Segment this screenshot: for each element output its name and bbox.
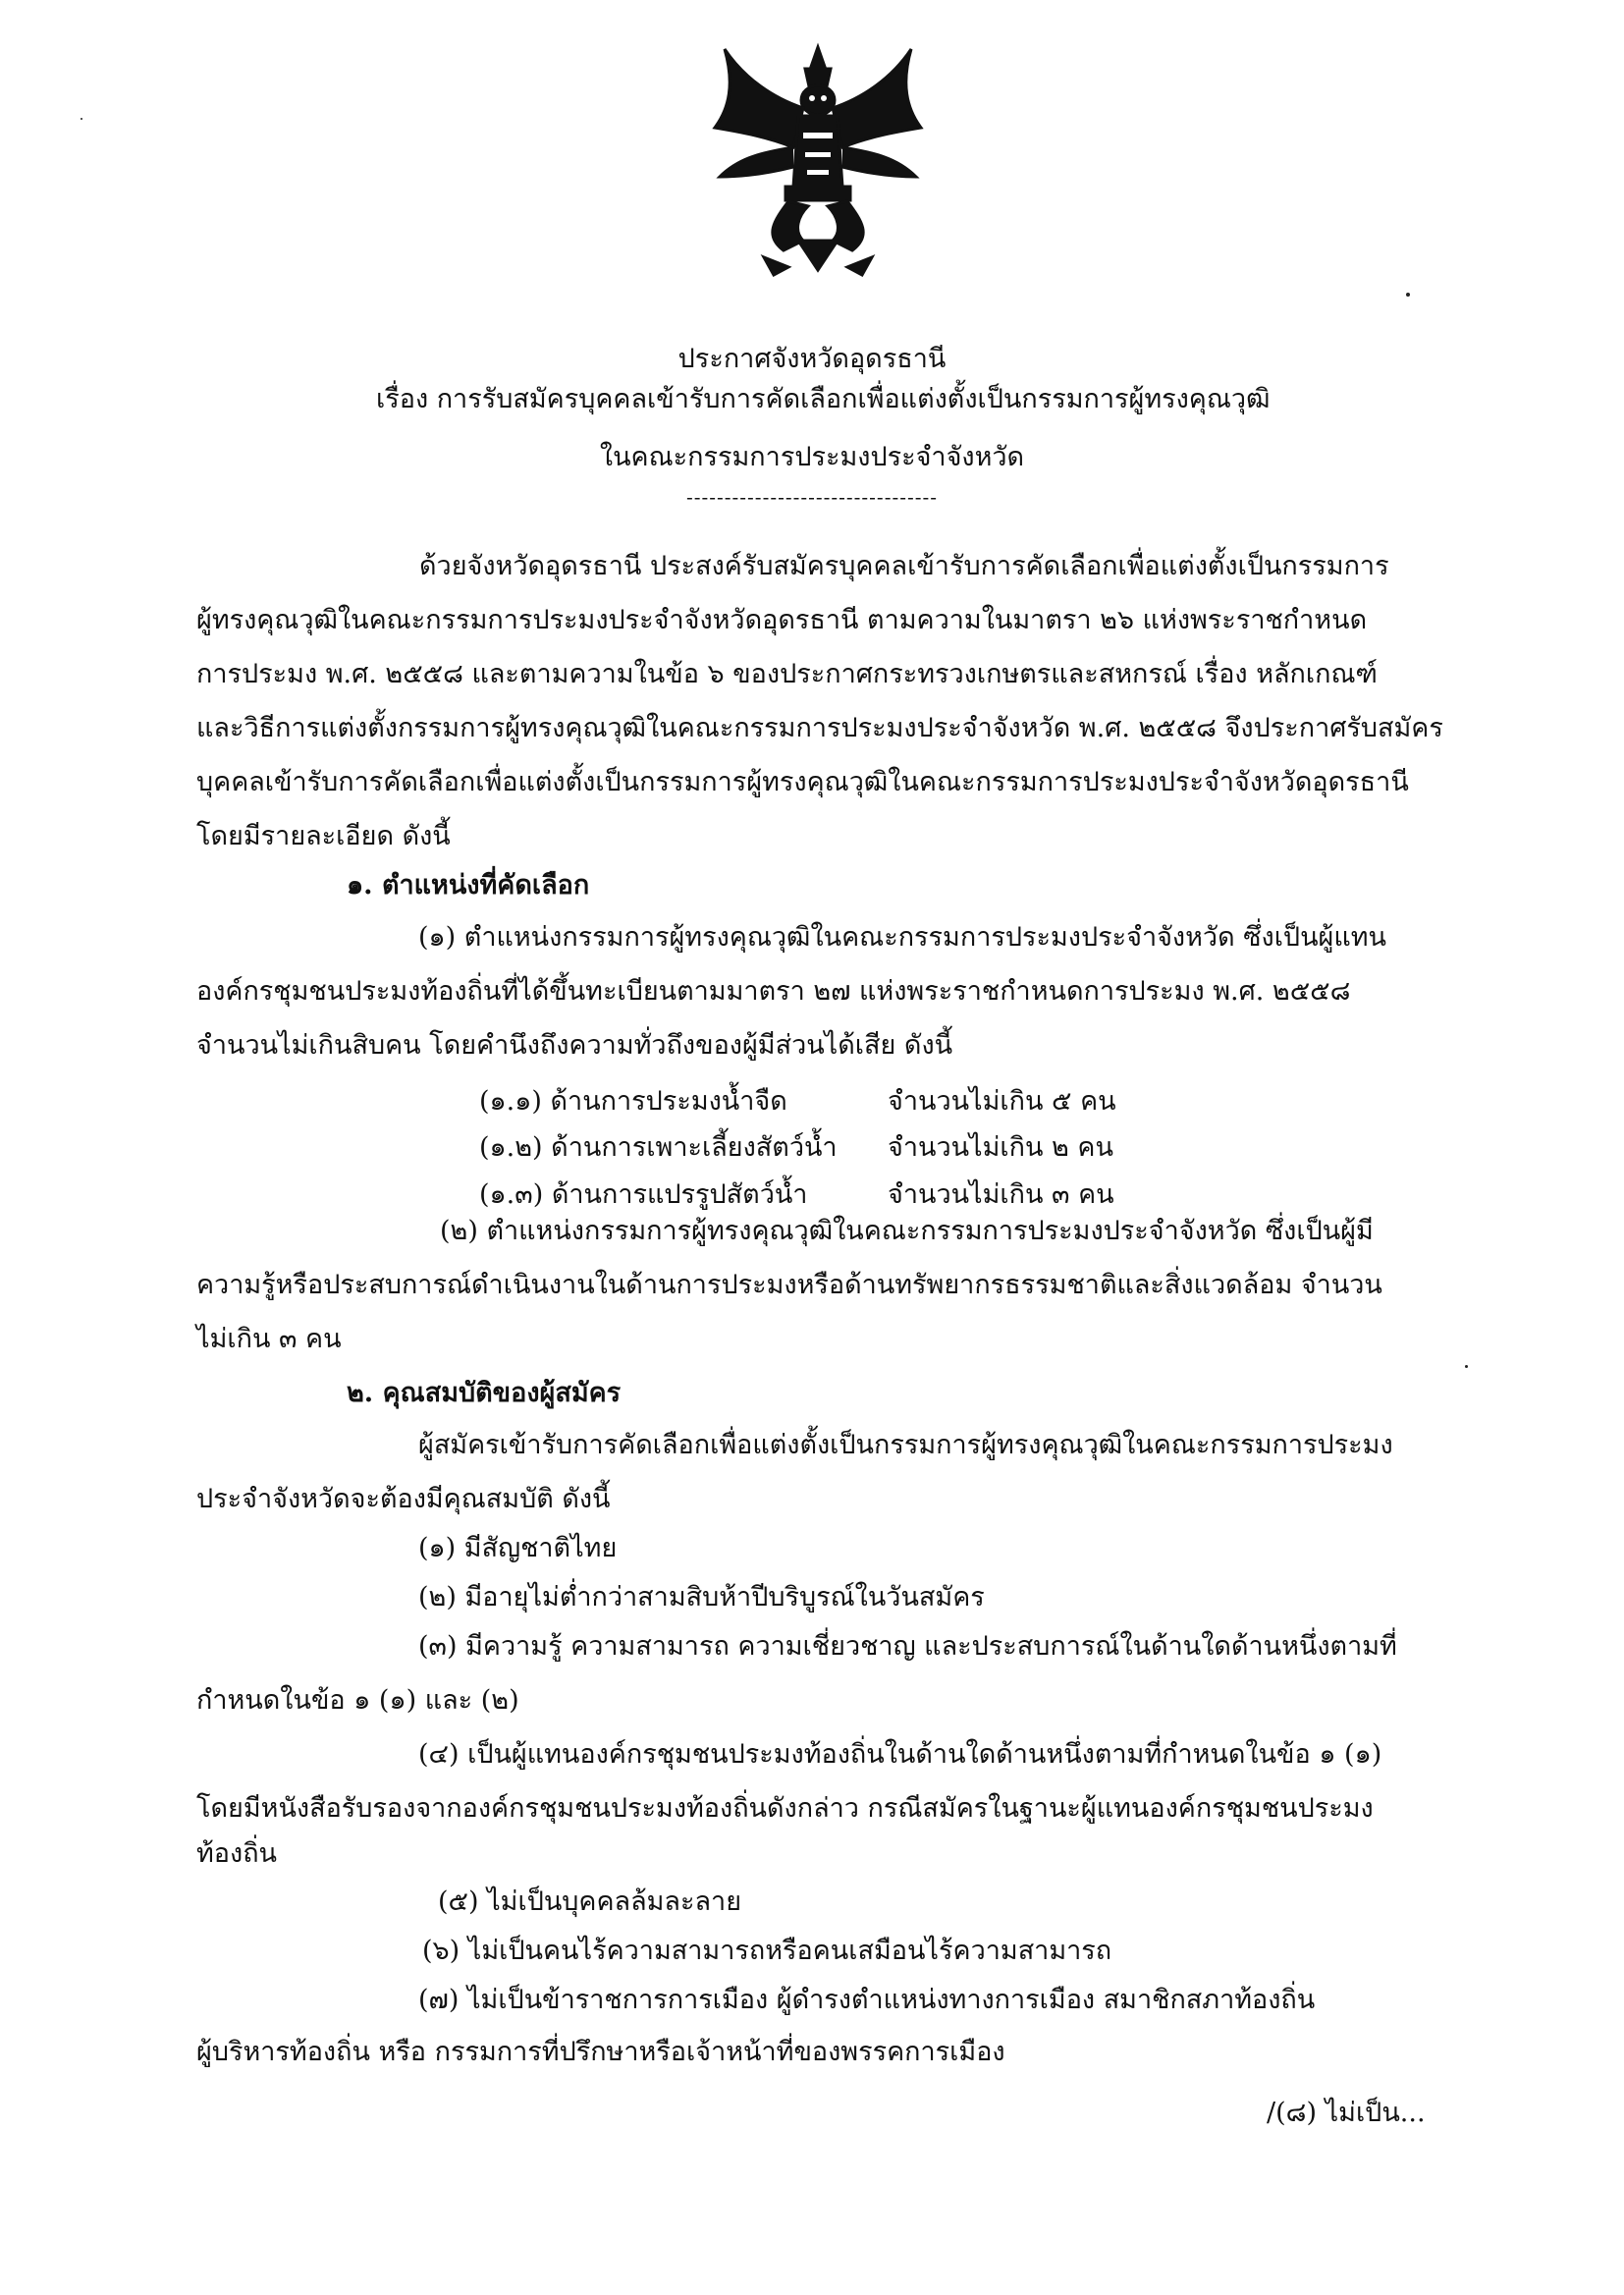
qualification-7-line-2: ผู้บริหารท้องถิ่น หรือ กรรมการที่ปรึกษาหรือเจ้าหน้าที่ของพรรคการเมือง <box>196 2037 1005 2067</box>
category-freshwater-count: จำนวนไม่เกิน ๕ คน <box>888 1086 1116 1117</box>
section-1-item-1-line-3: จำนวนไม่เกินสิบคน โดยคำนึงถึงความทั่วถึงของผู้มีส่วนได้เสีย ดังนี้ <box>196 1030 953 1061</box>
qualification-3-line-1: (๓) มีความรู้ ความสามารถ ความเชี่ยวชาญ และประสบการณ์ในด้านใดด้านหนึ่งตามที่ <box>418 1631 1397 1662</box>
section-1-item-2-line-2: ความรู้หรือประสบการณ์ดำเนินงานในด้านการประมงหรือด้านทรัพยากรธรรมชาติและสิ่งแวดล้อม จำนวน <box>196 1270 1382 1300</box>
category-aquaculture-count: จำนวนไม่เกิน ๒ คน <box>888 1132 1113 1163</box>
garuda-emblem-icon <box>695 39 941 285</box>
category-aquaculture-label: (๑.๒) ด้านการเพาะเลี้ยงสัตว์น้ำ <box>479 1132 838 1163</box>
qualification-2: (๒) มีอายุไม่ต่ำกว่าสามสิบห้าปีบริบูรณ์ในวันสมัคร <box>418 1582 985 1612</box>
section-1-item-2-line-1: (๒) ตำแหน่งกรรมการผู้ทรงคุณวุฒิในคณะกรรมการประมงประจำจังหวัด ซึ่งเป็นผู้มี <box>440 1216 1374 1246</box>
intro-line-3: การประมง พ.ศ. ๒๕๕๘ และตามความในข้อ ๖ ของประกาศกระทรวงเกษตรและสหกรณ์ เรื่อง หลักเกณฑ์ <box>196 659 1378 689</box>
qualification-4-line-3: ท้องถิ่น <box>196 1838 278 1869</box>
category-freshwater-label: (๑.๑) ด้านการประมงน้ำจืด <box>479 1086 787 1117</box>
qualification-4-line-2: โดยมีหนังสือรับรองจากองค์กรชุมชนประมงท้องถิ่นดังกล่าว กรณีสมัครในฐานะผู้แทนองค์กรชุมชนประมง <box>196 1793 1374 1824</box>
qualification-6: (๖) ไม่เป็นคนไร้ความสามารถหรือคนเสมือนไร้ความสามารถ <box>422 1936 1112 1966</box>
intro-line-6: โดยมีรายละเอียด ดังนี้ <box>196 821 451 851</box>
category-processing-label: (๑.๓) ด้านการแปรรูปสัตว์น้ำ <box>479 1179 808 1210</box>
intro-line-1: ด้วยจังหวัดอุดรธานี ประสงค์รับสมัครบุคคลเข้ารับการคัดเลือกเพื่อแต่งตั้งเป็นกรรมการ <box>419 551 1389 581</box>
subject-line-1: เรื่อง การรับสมัครบุคคลเข้ารับการคัดเลือกเพื่อแต่งตั้งเป็นกรรมการผู้ทรงคุณวุฒิ <box>376 384 1271 414</box>
scan-speck <box>1406 293 1410 297</box>
category-processing-count: จำนวนไม่เกิน ๓ คน <box>888 1179 1114 1210</box>
section-1-item-1-line-1: (๑) ตำแหน่งกรรมการผู้ทรงคุณวุฒิในคณะกรรมการประมงประจำจังหวัด ซึ่งเป็นผู้แทน <box>418 922 1387 953</box>
announcement-title: ประกาศจังหวัดอุดรธานี <box>677 344 947 374</box>
qualification-3-line-2: กำหนดในข้อ ๑ (๑) และ (๒) <box>196 1685 519 1716</box>
continuation-marker: /(๘) ไม่เป็น... <box>1267 2098 1426 2128</box>
qualification-4-line-1: (๔) เป็นผู้แทนองค์กรชุมชนประมงท้องถิ่นในด้านใดด้านหนึ่งตามที่กำหนดในข้อ ๑ (๑) <box>418 1739 1382 1770</box>
scan-speck <box>81 118 82 120</box>
section-1-item-1-line-2: องค์กรชุมชนประมงท้องถิ่นที่ได้ขึ้นทะเบียนตามมาตรา ๒๗ แห่งพระราชกำหนดการประมง พ.ศ. ๒๕๕๘ <box>196 976 1351 1007</box>
qualification-1: (๑) มีสัญชาติไทย <box>418 1533 618 1563</box>
section-2-intro-line-1: ผู้สมัครเข้ารับการคัดเลือกเพื่อแต่งตั้งเป็นกรรมการผู้ทรงคุณวุฒิในคณะกรรมการประมง <box>418 1430 1393 1460</box>
title-divider: --------------------------------- <box>685 485 938 509</box>
scan-speck <box>1465 1365 1468 1368</box>
qualification-5: (๕) ไม่เป็นบุคคลล้มละลาย <box>438 1886 742 1917</box>
qualification-7-line-1: (๗) ไม่เป็นข้าราชการการเมือง ผู้ดำรงตำแหน่งทางการเมือง สมาชิกสภาท้องถิ่น <box>418 1985 1316 2015</box>
subject-line-2: ในคณะกรรมการประมงประจำจังหวัด <box>599 442 1025 472</box>
section-1-item-2-line-3: ไม่เกิน ๓ คน <box>196 1324 342 1354</box>
section-2-heading: ๒. คุณสมบัติของผู้สมัคร <box>347 1378 622 1408</box>
section-1-heading: ๑. ตำแหน่งที่คัดเลือก <box>347 870 590 901</box>
intro-line-2: ผู้ทรงคุณวุฒิในคณะกรรมการประมงประจำจังหวัดอุดรธานี ตามความในมาตรา ๒๖ แห่งพระราชกำหนด <box>196 605 1368 635</box>
intro-line-4: และวิธีการแต่งตั้งกรรมการผู้ทรงคุณวุฒิในคณะกรรมการประมงประจำจังหวัด พ.ศ. ๒๕๕๘ จึงประกาศรับสมัคร <box>196 713 1443 743</box>
section-2-intro-line-2: ประจำจังหวัดจะต้องมีคุณสมบัติ ดังนี้ <box>196 1484 611 1514</box>
intro-line-5: บุคคลเข้ารับการคัดเลือกเพื่อแต่งตั้งเป็นกรรมการผู้ทรงคุณวุฒิในคณะกรรมการประมงประจำจังหวัดอุดรธานี <box>196 767 1409 797</box>
